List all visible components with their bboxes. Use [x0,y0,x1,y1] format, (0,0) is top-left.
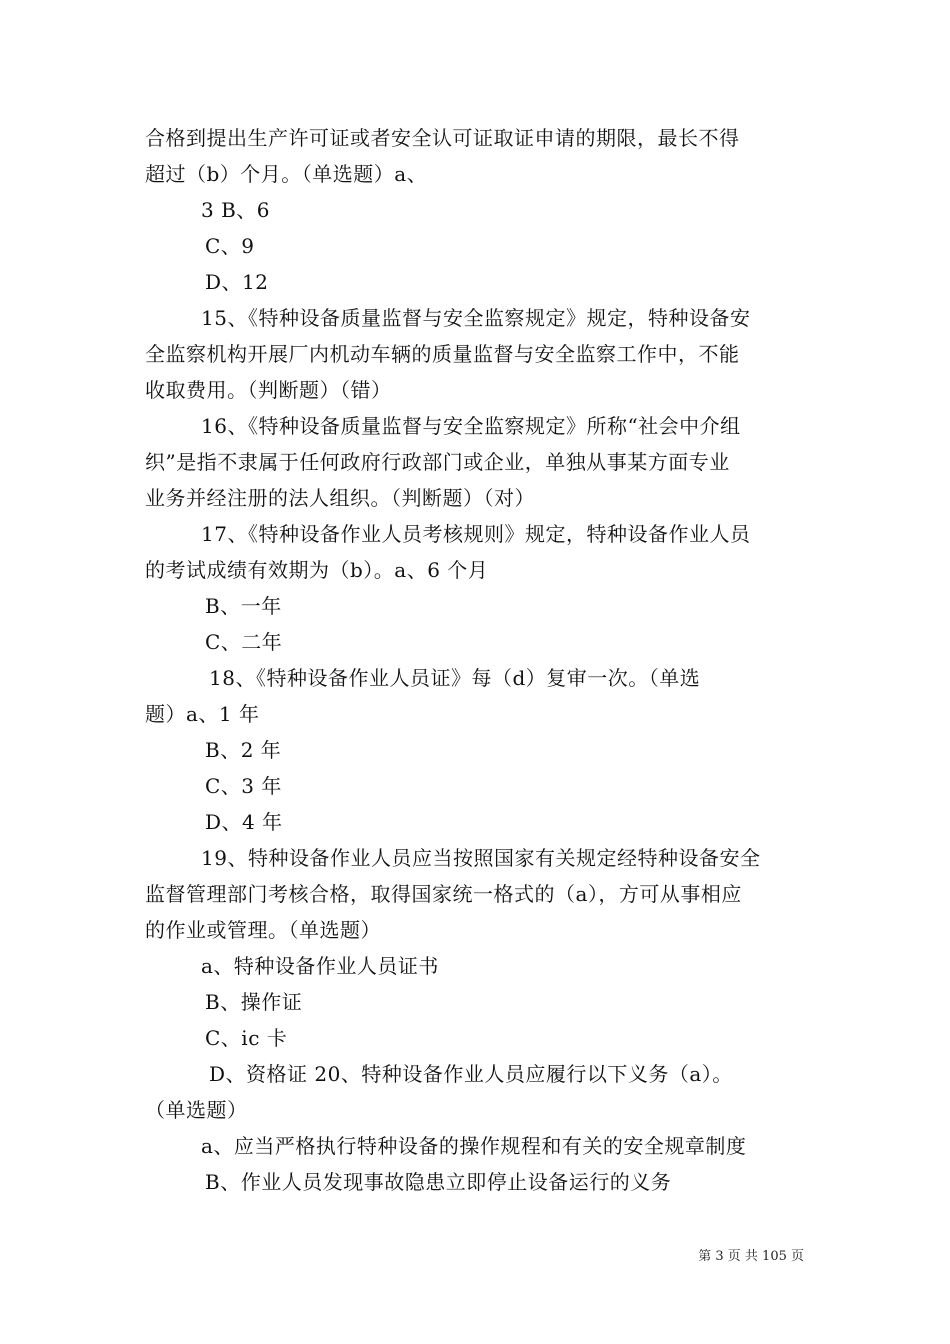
option-line: 3 B、6 [201,198,271,222]
text-line: （单选题） [145,1098,248,1122]
option-line: D、4 年 [205,810,283,834]
page-number-footer: 第 3 页 共 105 页 [698,1249,804,1264]
document-body [145,120,807,1200]
option-line: a、特种设备作业人员证书 [201,954,439,978]
text-line: 业务并经注册的法人组织。（判断题）（对） [145,486,535,510]
option-line: B、2 年 [205,738,282,762]
option-line: C、9 [205,234,255,258]
option-line: B、操作证 [205,990,303,1014]
option-line: C、3 年 [205,774,282,798]
text-line: 题）a、1 年 [145,702,260,726]
text-line: 合格到提出生产许可证或者安全认可证取证申请的期限，最长不得 [145,126,740,150]
question-line: 18、《特种设备作业人员证》每（d）复审一次。（单选 [209,666,701,690]
option-line: C、二年 [205,630,283,654]
option-line: B、一年 [205,594,282,618]
question-line: 19、特种设备作业人员应当按照国家有关规定经特种设备安全 [201,846,761,870]
text-line: 全监察机构开展厂内机动车辆的质量监督与安全监察工作中，不能 [145,342,740,366]
option-line: D、12 [205,270,269,294]
text-line: 收取费用。（判断题）（错） [145,378,392,402]
text-line: 织”是指不隶属于任何政府行政部门或企业，单独从事某方面专业 [145,450,730,474]
option-line: C、ic 卡 [205,1026,288,1050]
option-line: B、作业人员发现事故隐患立即停止设备运行的义务 [205,1170,672,1194]
text-line: 监督管理部门考核合格，取得国家统一格式的（a），方可从事相应 [145,882,742,906]
question-line: 15、《特种设备质量监督与安全监察规定》规定，特种设备安 [201,306,751,330]
text-line: 超过（b）个月。（单选题）a、 [145,162,428,186]
question-line: 17、《特种设备作业人员考核规则》规定，特种设备作业人员 [201,522,751,546]
question-line: 16、《特种设备质量监督与安全监察规定》所称“社会中介组 [201,414,741,438]
option-line: a、应当严格执行特种设备的操作规程和有关的安全规章制度 [201,1134,747,1158]
question-line: D、资格证 20、特种设备作业人员应履行以下义务（a）。 [209,1062,733,1086]
text-line: 的考试成绩有效期为（b）。a、6 个月 [145,558,489,582]
text-line: 的作业或管理。（单选题） [145,918,381,942]
